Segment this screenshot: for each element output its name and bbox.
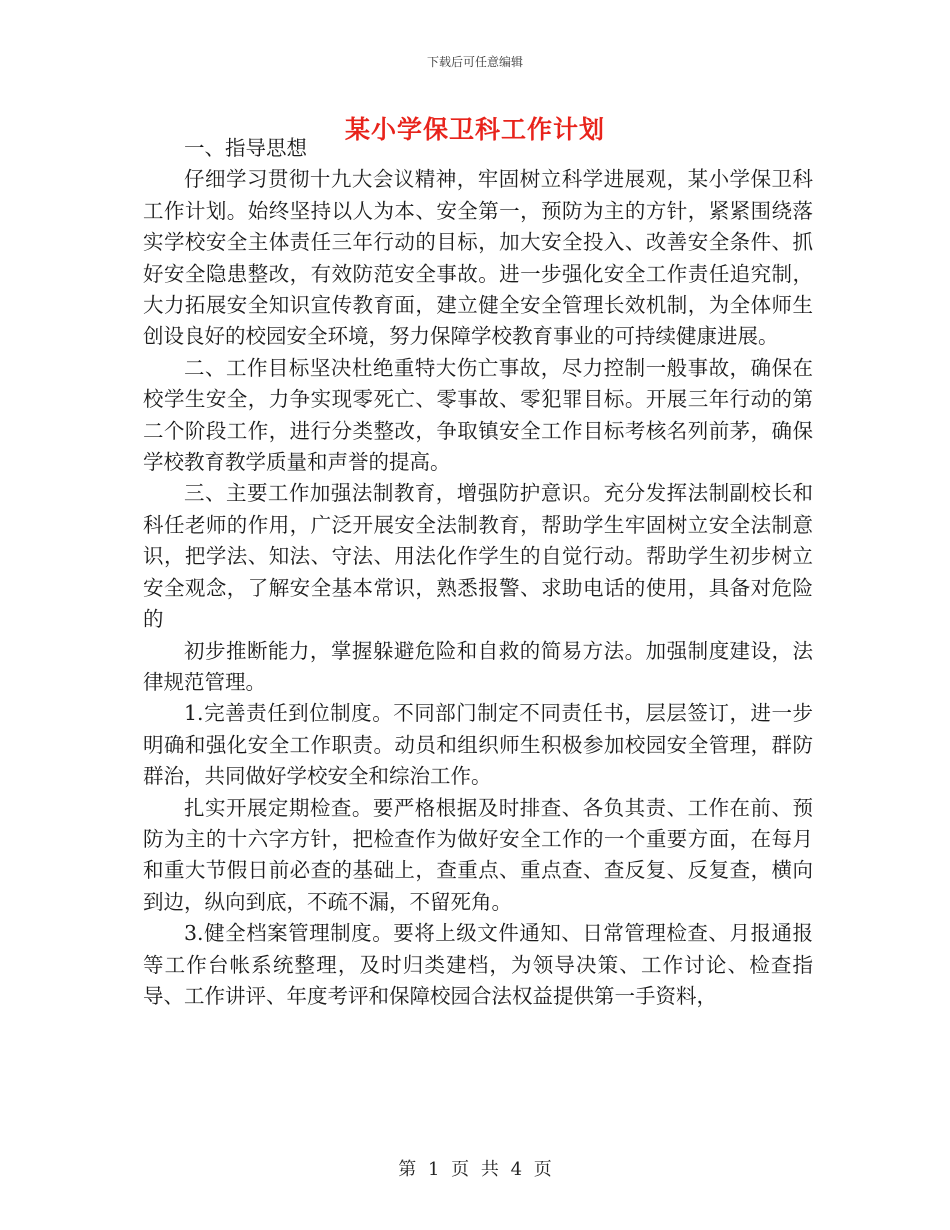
paragraph-main-work: 三、主要工作加强法制教育，增强防护意识。充分发挥法制副校长和科任老师的作用，广泛开展安全法制教育，帮助学生牢固树立安全法制意识，把学法、知法、守法、用法化作学生的自觉行动。帮助学生初步树立安全观念，了解安全基本常识，熟悉报警、求助电话的使用，具备对危险的 bbox=[143, 481, 813, 632]
document-body bbox=[143, 133, 813, 1012]
page-header-note: 下载后可任意编辑 bbox=[426, 55, 523, 69]
paragraph-guiding-ideology: 仔细学习贯彻十九大会议精神，牢固树立科学进展观，某小学保卫科工作计划。始终坚持以人为本、安全第一，预防为主的方针，紧紧围绕落实学校安全主体责任三年行动的目标，加大安全投入、改善安全条件、抓好安全隐患整改，有效防范安全事故。进一步强化安全工作责任追究制，大力拓展安全知识宣传教育面，建立健全安全管理长效机制，为全体师生创设良好的校园安全环境，努力保障学校教育事业的可持续健康进展。 bbox=[143, 167, 813, 349]
paragraph-archive-management: 3.健全档案管理制度。要将上级文件通知、日常管理检查、月报通报等工作台帐系统整理，及时归类建档，为领导决策、工作讨论、检查指导、工作讲评、年度考评和保障校园合法权益提供第一手资料， bbox=[143, 921, 813, 1008]
section-heading-guiding-ideology: 一、指导思想 bbox=[184, 136, 307, 160]
document-title: 某小学保卫科工作计划 bbox=[344, 115, 605, 144]
paragraph-main-work-continued: 初步推断能力，掌握躲避危险和自救的简易方法。加强制度建设，法律规范管理。 bbox=[143, 638, 813, 694]
paragraph-work-goals: 二、工作目标坚决杜绝重特大伤亡事故，尽力控制一般事故，确保在校学生安全，力争实现零死亡、零事故、零犯罪目标。开展三年行动的第二个阶段工作，进行分类整改，争取镇安全工作目标考核名列前茅，确保学校教育教学质量和声誉的提高。 bbox=[143, 355, 813, 475]
paragraph-regular-inspection: 扎实开展定期检查。要严格根据及时排查、各负其责、工作在前、预防为主的十六字方针，把检查作为做好安全工作的一个重要方面，在每月和重大节假日前必查的基础上，查重点、重点查、查反复、反复查，横向到边，纵向到底，不疏不漏，不留死角。 bbox=[143, 795, 813, 914]
page-number-footer: 第 1 页 共 4 页 bbox=[398, 1159, 552, 1180]
paragraph-responsibility-system: 1.完善责任到位制度。不同部门制定不同责任书，层层签订，进一步明确和强化安全工作职责。动员和组织师生积极参加校园安全管理，群防群治，共同做好学校安全和综治工作。 bbox=[143, 701, 813, 789]
